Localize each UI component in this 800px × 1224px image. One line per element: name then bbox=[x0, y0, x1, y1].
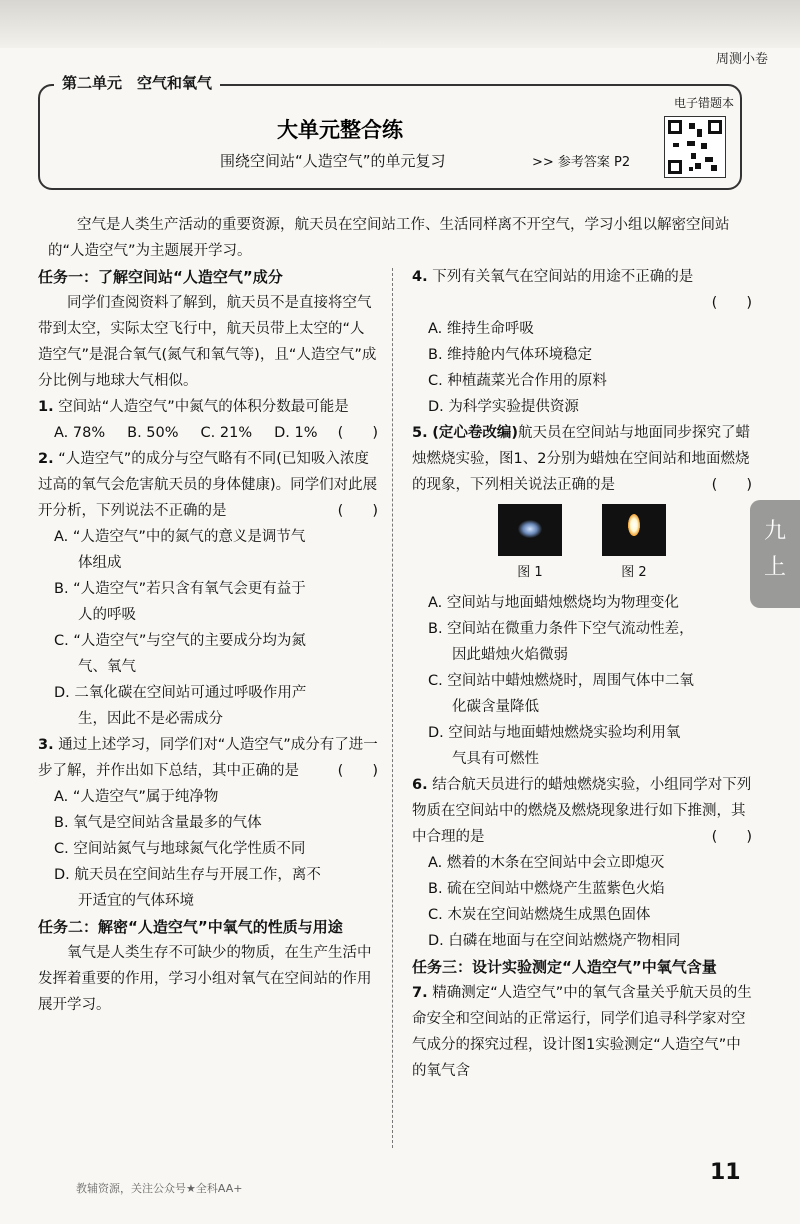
q3-option-d[interactable]: D. 航天员在空间站生存与开展工作，离不 bbox=[54, 867, 321, 883]
q2-number: 2. bbox=[38, 451, 54, 467]
q3-answer-bracket[interactable]: ( ) bbox=[337, 763, 378, 779]
intro-paragraph: 空气是人类生产活动的重要资源，航天员在空间站工作、生活同样离不开空气，学习小组以解密空间站的“人造空气”为主题展开学习。 bbox=[48, 217, 730, 259]
q4-stem: 下列有关氧气在空间站的用途不正确的是 bbox=[432, 269, 694, 285]
q4-answer-bracket[interactable]: ( ) bbox=[711, 295, 752, 311]
q3-option-a[interactable]: A. “人造空气”属于纯净物 bbox=[54, 789, 219, 805]
q5-figures bbox=[412, 504, 752, 586]
q2-option-b[interactable]: B. “人造空气”若只含有氧气会更有益于 bbox=[54, 581, 306, 597]
footer-note: 教辅资源，关注公众号★全科AA+ bbox=[76, 1182, 243, 1195]
q4-option-a[interactable]: A. 维持生命呼吸 bbox=[428, 321, 534, 337]
q5-option-b-cont: 因此蜡烛火焰微弱 bbox=[452, 647, 568, 663]
q5-answer-bracket[interactable]: ( ) bbox=[711, 477, 752, 493]
task1-title: 任务一：了解空间站“人造空气”成分 bbox=[38, 268, 283, 286]
q3-number: 3. bbox=[38, 737, 54, 753]
q2-option-a-cont: 体组成 bbox=[78, 555, 122, 571]
question-3 bbox=[38, 732, 378, 914]
q5-option-b[interactable]: B. 空间站在微重力条件下空气流动性差， bbox=[428, 621, 694, 637]
q2-option-d[interactable]: D. 二氧化碳在空间站可通过呼吸作用产 bbox=[54, 685, 307, 701]
q1-option-b[interactable]: B. 50% bbox=[127, 425, 179, 441]
page-title: 大单元整合练 bbox=[277, 118, 403, 142]
question-7 bbox=[412, 980, 752, 1084]
qr-label: 电子错题本 bbox=[673, 96, 734, 110]
q3-stem: 通过上述学习，同学们对“人造空气”成分有了进一步了解，并作出如下总结，其中正确的是 bbox=[38, 737, 378, 779]
q2-option-c[interactable]: C. “人造空气”与空气的主要成分均为氮 bbox=[54, 633, 306, 649]
figure-2 bbox=[602, 504, 666, 586]
q4-number: 4. bbox=[412, 269, 428, 285]
page-number: 11 bbox=[710, 1160, 741, 1185]
q6-answer-bracket[interactable]: ( ) bbox=[711, 829, 752, 845]
right-column bbox=[412, 264, 752, 1084]
q3-option-d-cont: 开适宜的气体环境 bbox=[78, 893, 194, 909]
q6-stem: 结合航天员进行的蜡烛燃烧实验，小组同学对下列物质在空间站中的燃烧及燃烧现象进行如下推测，其中合理的是 bbox=[412, 777, 752, 845]
task3-title: 任务三：设计实验测定“人造空气”中氧气含量 bbox=[412, 958, 717, 976]
unit-title: 第二单元 空气和氧气 bbox=[54, 72, 220, 93]
q5-option-d[interactable]: D. 空间站与地面蜡烛燃烧实验均利用氧 bbox=[428, 725, 681, 741]
q1-stem: 空间站“人造空气”中氮气的体积分数最可能是 bbox=[58, 399, 349, 415]
q6-option-b[interactable]: B. 硫在空间站中燃烧产生蓝紫色火焰 bbox=[428, 881, 665, 897]
question-1 bbox=[38, 394, 378, 446]
qr-code-icon[interactable] bbox=[664, 116, 726, 178]
column-divider bbox=[392, 268, 393, 1148]
q6-number: 6. bbox=[412, 777, 428, 793]
corner-tag: 周测小卷 bbox=[715, 52, 768, 67]
q1-option-a[interactable]: A. 78% bbox=[54, 425, 106, 441]
q7-stem: 精确测定“人造空气”中的氧气含量关乎航天员的生命安全和空间站的正常运行，同学们追寻科学家对空气成分的探究过程，设计图1实验测定“人造空气”中的氧气含 bbox=[412, 985, 752, 1079]
q4-option-b[interactable]: B. 维持舱内气体环境稳定 bbox=[428, 347, 593, 363]
q1-number: 1. bbox=[38, 399, 54, 415]
q2-option-d-cont: 生，因此不是必需成分 bbox=[78, 711, 223, 727]
q5-option-d-cont: 气具有可燃性 bbox=[452, 751, 539, 767]
q7-number: 7. bbox=[412, 985, 428, 1001]
grade-side-tab bbox=[750, 500, 800, 608]
task2-paragraph: 氧气是人类生存不可缺少的物质，在生产生活中发挥着重要的作用，学习小组对氧气在空间站的作用展开学习。 bbox=[38, 945, 372, 1013]
q6-option-a[interactable]: A. 燃着的木条在空间站中会立即熄灭 bbox=[428, 855, 665, 871]
q5-source-tag: (定心卷改编) bbox=[432, 425, 518, 441]
q2-option-c-cont: 气、氧气 bbox=[78, 659, 136, 675]
question-5 bbox=[412, 420, 752, 772]
side-tab-char-2: 上 bbox=[763, 555, 786, 580]
question-4 bbox=[412, 264, 752, 420]
q5-option-c[interactable]: C. 空间站中蜡烛燃烧时，周围气体中二氧 bbox=[428, 673, 694, 689]
q4-option-c[interactable]: C. 种植蔬菜光合作用的原料 bbox=[428, 373, 607, 389]
q5-number: 5. bbox=[412, 425, 428, 441]
task1-paragraph: 同学们查阅资料了解到，航天员不是直接将空气带到太空，实际太空飞行中，航天员带上太空的“人造空气”是混合氧气(氮气和氧气等)，且“人造空气”成分比例与地球大气相似。 bbox=[38, 295, 377, 389]
figure-2-caption: 图 2 bbox=[621, 565, 647, 580]
q1-option-c[interactable]: C. 21% bbox=[200, 425, 253, 441]
q2-option-a[interactable]: A. “人造空气”中的氮气的意义是调节气 bbox=[54, 529, 306, 545]
q1-option-d[interactable]: D. 1% bbox=[274, 425, 318, 441]
q5-option-a[interactable]: A. 空间站与地面蜡烛燃烧均为物理变化 bbox=[428, 595, 679, 611]
q2-stem: “人造空气”的成分与空气略有不同(已知吸入浓度过高的氧气会危害航天员的身体健康)。同学们对此展开分析，下列说法不正确的是 bbox=[38, 451, 378, 519]
q2-option-b-cont: 人的呼吸 bbox=[78, 607, 136, 623]
q5-option-c-cont: 化碳含量降低 bbox=[452, 699, 539, 715]
question-2 bbox=[38, 446, 378, 732]
candle-ground-image bbox=[602, 504, 666, 556]
left-column bbox=[38, 264, 378, 1018]
answer-reference: >> 参考答案 P2 bbox=[532, 155, 631, 170]
q3-option-b[interactable]: B. 氧气是空间站含量最多的气体 bbox=[54, 815, 262, 831]
q4-option-d[interactable]: D. 为科学实验提供资源 bbox=[428, 399, 579, 415]
candle-space-image bbox=[498, 504, 562, 556]
q1-options bbox=[38, 420, 338, 446]
top-strip bbox=[0, 0, 800, 48]
question-6 bbox=[412, 772, 752, 954]
q3-option-c[interactable]: C. 空间站氮气与地球氮气化学性质不同 bbox=[54, 841, 306, 857]
figure-1-caption: 图 1 bbox=[517, 565, 543, 580]
figure-1 bbox=[498, 504, 562, 586]
q6-option-d[interactable]: D. 白磷在地面与在空间站燃烧产物相同 bbox=[428, 933, 681, 949]
q1-answer-bracket[interactable]: ( ) bbox=[337, 425, 378, 441]
task2-title: 任务二：解密“人造空气”中氧气的性质与用途 bbox=[38, 918, 343, 936]
q2-answer-bracket[interactable]: ( ) bbox=[337, 503, 378, 519]
q5-stem: 航天员在空间站与地面同步探究了蜡烛燃烧实验，图1、2分别为蜡烛在空间站和地面燃烧的现象，下列相关说法正确的是 bbox=[412, 425, 750, 493]
side-tab-char-1: 九 bbox=[763, 519, 786, 544]
q6-option-c[interactable]: C. 木炭在空间站燃烧生成黑色固体 bbox=[428, 907, 651, 923]
header-box bbox=[38, 74, 742, 190]
page-subtitle: 围绕空间站“人造空气”的单元复习 bbox=[220, 152, 446, 170]
